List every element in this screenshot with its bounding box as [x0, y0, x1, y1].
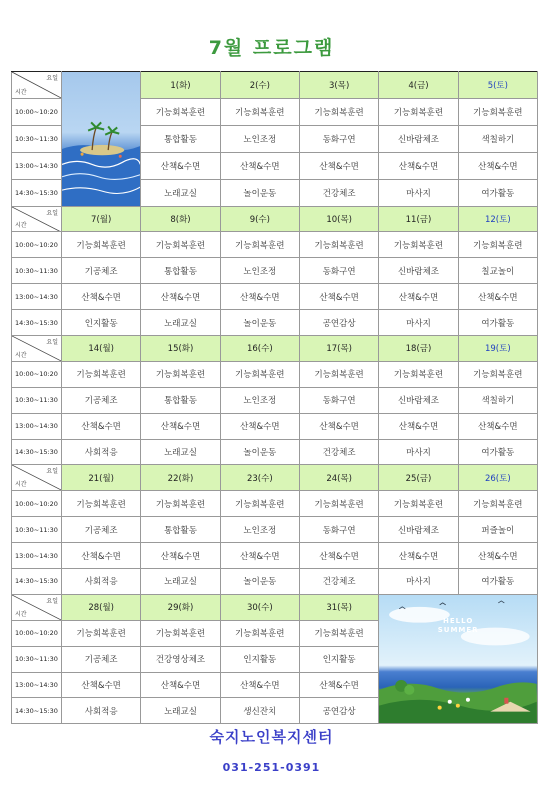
activity-cell: 기능회복훈련: [299, 232, 378, 258]
activity-cell: 노인조정: [220, 387, 299, 413]
page-title: 7월 프로그램: [208, 37, 335, 59]
time-slot: 10:30~11:30: [12, 517, 62, 543]
activity-cell: 여가활동: [458, 179, 537, 206]
day-header: 30(수): [220, 594, 299, 620]
activity-cell: 기능회복훈련: [141, 620, 220, 646]
day-header: 14(월): [62, 336, 141, 362]
activity-cell: 기능회복훈련: [220, 98, 299, 125]
activity-cell: 기능회복훈련: [141, 232, 220, 258]
day-header: 3(목): [299, 72, 378, 99]
activity-cell: 기능회복훈련: [379, 232, 458, 258]
activity-cell: 건강영상체조: [141, 646, 220, 672]
corner-day-label: 요일: [46, 468, 58, 476]
activity-cell: 기능회복훈련: [379, 491, 458, 517]
activity-cell: 여가활동: [458, 310, 537, 336]
activity-cell: 기능회복훈련: [62, 620, 141, 646]
beach-illustration: [62, 72, 140, 206]
activity-cell: 기능회복훈련: [62, 232, 141, 258]
day-header: 9(수): [220, 206, 299, 232]
day-header: 26(토): [458, 465, 537, 491]
activity-cell: 기공체조: [62, 387, 141, 413]
activity-cell: 산책&수면: [458, 543, 537, 569]
corner-time-label: 시간: [15, 222, 27, 230]
day-header: 29(화): [141, 594, 220, 620]
activity-cell: 산책&수면: [379, 543, 458, 569]
time-slot: 13:00~14:30: [12, 284, 62, 310]
activity-cell: 놀이운동: [220, 179, 299, 206]
activity-cell: 동화구연: [299, 125, 378, 152]
activity-cell: 신바람체조: [379, 258, 458, 284]
time-slot: 13:00~14:30: [12, 152, 62, 179]
activity-cell: 사회적응: [62, 569, 141, 595]
activity-cell: 생신잔치: [220, 698, 299, 724]
activity-cell: 기능회복훈련: [379, 361, 458, 387]
activity-cell: 건강체조: [299, 439, 378, 465]
activity-cell: 산책&수면: [299, 672, 378, 698]
activity-cell: 기능회복훈련: [62, 361, 141, 387]
time-slot: 10:00~10:20: [12, 232, 62, 258]
activity-cell: 산책&수면: [379, 284, 458, 310]
activity-row: [12, 569, 538, 595]
center-name: 숙지노인복지센터: [209, 728, 334, 746]
activity-cell: 동화구연: [299, 517, 378, 543]
activity-cell: 기공체조: [62, 517, 141, 543]
day-header: 4(금): [379, 72, 458, 99]
time-slot: 14:30~15:30: [12, 439, 62, 465]
activity-cell: 산책&수면: [220, 413, 299, 439]
activity-cell: 노인조정: [220, 125, 299, 152]
activity-cell: 기능회복훈련: [299, 620, 378, 646]
activity-cell: 산책&수면: [299, 284, 378, 310]
time-slot: 14:30~15:30: [12, 569, 62, 595]
activity-row: [12, 258, 538, 284]
activity-cell: 건강체조: [299, 569, 378, 595]
corner-cell: [12, 465, 62, 491]
activity-cell: 산책&수면: [458, 152, 537, 179]
day-header: 10(목): [299, 206, 378, 232]
activity-cell: 기능회복훈련: [220, 491, 299, 517]
activity-cell: 통합활동: [141, 125, 220, 152]
activity-cell: 사회적응: [62, 698, 141, 724]
day-header: 19(토): [458, 336, 537, 362]
hello-text: HELLO: [443, 616, 474, 625]
summer-illustration: [379, 595, 537, 723]
time-slot: 10:00~10:20: [12, 491, 62, 517]
activity-cell: 마사지: [379, 439, 458, 465]
activity-cell: 통합활동: [141, 517, 220, 543]
activity-cell: 노래교실: [141, 310, 220, 336]
corner-day-label: 요일: [46, 75, 58, 82]
activity-cell: 신바람체조: [379, 387, 458, 413]
time-slot: 13:00~14:30: [12, 413, 62, 439]
activity-cell: 통합활동: [141, 387, 220, 413]
activity-cell: 산책&수면: [379, 152, 458, 179]
activity-cell: 산책&수면: [62, 284, 141, 310]
center-phone: 031-251-0391: [222, 761, 321, 774]
time-slot: 10:00~10:20: [12, 98, 62, 125]
activity-cell: 기능회복훈련: [458, 232, 537, 258]
activity-cell: 색칠하기: [458, 125, 537, 152]
time-slot: 10:30~11:30: [12, 125, 62, 152]
activity-cell: 놀이운동: [220, 569, 299, 595]
activity-cell: 산책&수면: [220, 284, 299, 310]
time-slot: 10:00~10:20: [12, 620, 62, 646]
activity-cell: 기능회복훈련: [220, 361, 299, 387]
activity-cell: 노래교실: [141, 179, 220, 206]
time-slot: 14:30~15:30: [12, 698, 62, 724]
activity-cell: 여가활동: [458, 439, 537, 465]
activity-row: [12, 310, 538, 336]
activity-cell: 동화구연: [299, 258, 378, 284]
activity-row: [12, 413, 538, 439]
summer-image-cell: [379, 594, 538, 723]
day-header: 23(수): [220, 465, 299, 491]
activity-cell: 마사지: [379, 179, 458, 206]
activity-cell: 사회적응: [62, 439, 141, 465]
day-header: 31(목): [299, 594, 378, 620]
activity-cell: 색칠하기: [458, 387, 537, 413]
activity-cell: 산책&수면: [220, 543, 299, 569]
day-header: 16(수): [220, 336, 299, 362]
activity-row: [12, 543, 538, 569]
corner-time-label: 시간: [15, 88, 27, 96]
activity-cell: 공연감상: [299, 310, 378, 336]
corner-time-label: 시간: [15, 481, 27, 489]
activity-cell: 마사지: [379, 310, 458, 336]
activity-cell: 기능회복훈련: [62, 491, 141, 517]
activity-cell: 산책&수면: [62, 413, 141, 439]
day-header: 5(토): [458, 72, 537, 99]
corner-time-label: 시간: [15, 610, 27, 618]
activity-cell: 산책&수면: [141, 672, 220, 698]
week-header-row: [12, 594, 538, 620]
activity-cell: 산책&수면: [141, 413, 220, 439]
activity-cell: 산책&수면: [299, 543, 378, 569]
day-header: 11(금): [379, 206, 458, 232]
corner-day-label: 요일: [46, 209, 58, 217]
week-header-row: [12, 72, 538, 99]
activity-cell: 기능회복훈련: [458, 491, 537, 517]
activity-cell: 기능회복훈련: [220, 620, 299, 646]
activity-cell: 산책&수면: [299, 413, 378, 439]
activity-cell: 통합활동: [141, 258, 220, 284]
time-slot: 13:00~14:30: [12, 672, 62, 698]
day-header: 28(월): [62, 594, 141, 620]
week-header-row: [12, 465, 538, 491]
activity-cell: 기능회복훈련: [458, 361, 537, 387]
activity-cell: 동화구연: [299, 387, 378, 413]
time-slot: 10:30~11:30: [12, 646, 62, 672]
activity-cell: 산책&수면: [141, 152, 220, 179]
activity-cell: 기능회복훈련: [220, 232, 299, 258]
corner-day-label: 요일: [46, 339, 58, 346]
activity-cell: 산책&수면: [299, 152, 378, 179]
day-header: 25(금): [379, 465, 458, 491]
activity-cell: 놀이운동: [220, 439, 299, 465]
day-header: 12(토): [458, 206, 537, 232]
activity-cell: 기능회복훈련: [141, 491, 220, 517]
activity-row: [12, 232, 538, 258]
activity-cell: 공연감상: [299, 698, 378, 724]
day-header: 15(화): [141, 336, 220, 362]
time-slot: 10:30~11:30: [12, 387, 62, 413]
day-header: 17(목): [299, 336, 378, 362]
activity-row: [12, 361, 538, 387]
activity-cell: 퍼즐놀이: [458, 517, 537, 543]
activity-cell: 산책&수면: [220, 152, 299, 179]
activity-cell: 산책&수면: [220, 672, 299, 698]
activity-cell: 기능회복훈련: [379, 98, 458, 125]
activity-cell: 기공체조: [62, 258, 141, 284]
activity-cell: 신바람체조: [379, 517, 458, 543]
activity-cell: 기능회복훈련: [299, 491, 378, 517]
activity-row: [12, 517, 538, 543]
day-header: 21(월): [62, 465, 141, 491]
day-header: 7(월): [62, 206, 141, 232]
corner-cell: [12, 594, 62, 620]
day-header: 8(화): [141, 206, 220, 232]
activity-cell: 노래교실: [141, 439, 220, 465]
activity-cell: 인지활동: [299, 646, 378, 672]
activity-cell: 산책&수면: [141, 284, 220, 310]
activity-cell: 건강체조: [299, 179, 378, 206]
activity-cell: 산책&수면: [141, 543, 220, 569]
activity-cell: 기능회복훈련: [141, 361, 220, 387]
activity-cell: 산책&수면: [62, 672, 141, 698]
time-slot: 13:00~14:30: [12, 543, 62, 569]
corner-cell: [12, 336, 62, 362]
activity-row: [12, 491, 538, 517]
day-header: 22(화): [141, 465, 220, 491]
activity-cell: 노래교실: [141, 698, 220, 724]
activity-cell: 산책&수면: [379, 413, 458, 439]
activity-cell: 기능회복훈련: [141, 98, 220, 125]
activity-cell: 산책&수면: [458, 413, 537, 439]
activity-cell: 산책&수면: [62, 543, 141, 569]
corner-cell: [12, 72, 62, 99]
activity-cell: 놀이운동: [220, 310, 299, 336]
activity-cell: 칠교놀이: [458, 258, 537, 284]
activity-cell: 인지활동: [62, 310, 141, 336]
time-slot: 10:00~10:20: [12, 361, 62, 387]
activity-cell: 노인조정: [220, 258, 299, 284]
activity-cell: 기공체조: [62, 646, 141, 672]
time-slot: 10:30~11:30: [12, 258, 62, 284]
day-header: 1(화): [141, 72, 220, 99]
activity-row: [12, 284, 538, 310]
activity-cell: 기능회복훈련: [458, 98, 537, 125]
activity-cell: 기능회복훈련: [299, 361, 378, 387]
beach-image-cell: [62, 72, 141, 207]
activity-cell: 마사지: [379, 569, 458, 595]
corner-time-label: 시간: [15, 351, 27, 359]
activity-cell: 여가활동: [458, 569, 537, 595]
activity-cell: 신바람체조: [379, 125, 458, 152]
corner-day-label: 요일: [46, 597, 58, 605]
week-header-row: [12, 206, 538, 232]
day-header: 18(금): [379, 336, 458, 362]
day-header: 2(수): [220, 72, 299, 99]
time-slot: 14:30~15:30: [12, 310, 62, 336]
day-header: 24(목): [299, 465, 378, 491]
corner-cell: [12, 206, 62, 232]
activity-cell: 노인조정: [220, 517, 299, 543]
activity-cell: 기능회복훈련: [299, 98, 378, 125]
activity-cell: 노래교실: [141, 569, 220, 595]
schedule-table: [11, 71, 538, 724]
activity-cell: 인지활동: [220, 646, 299, 672]
activity-cell: 산책&수면: [458, 284, 537, 310]
activity-row: [12, 439, 538, 465]
time-slot: 14:30~15:30: [12, 179, 62, 206]
activity-row: [12, 387, 538, 413]
summer-text: SUMMER: [437, 625, 479, 634]
week-header-row: [12, 336, 538, 362]
